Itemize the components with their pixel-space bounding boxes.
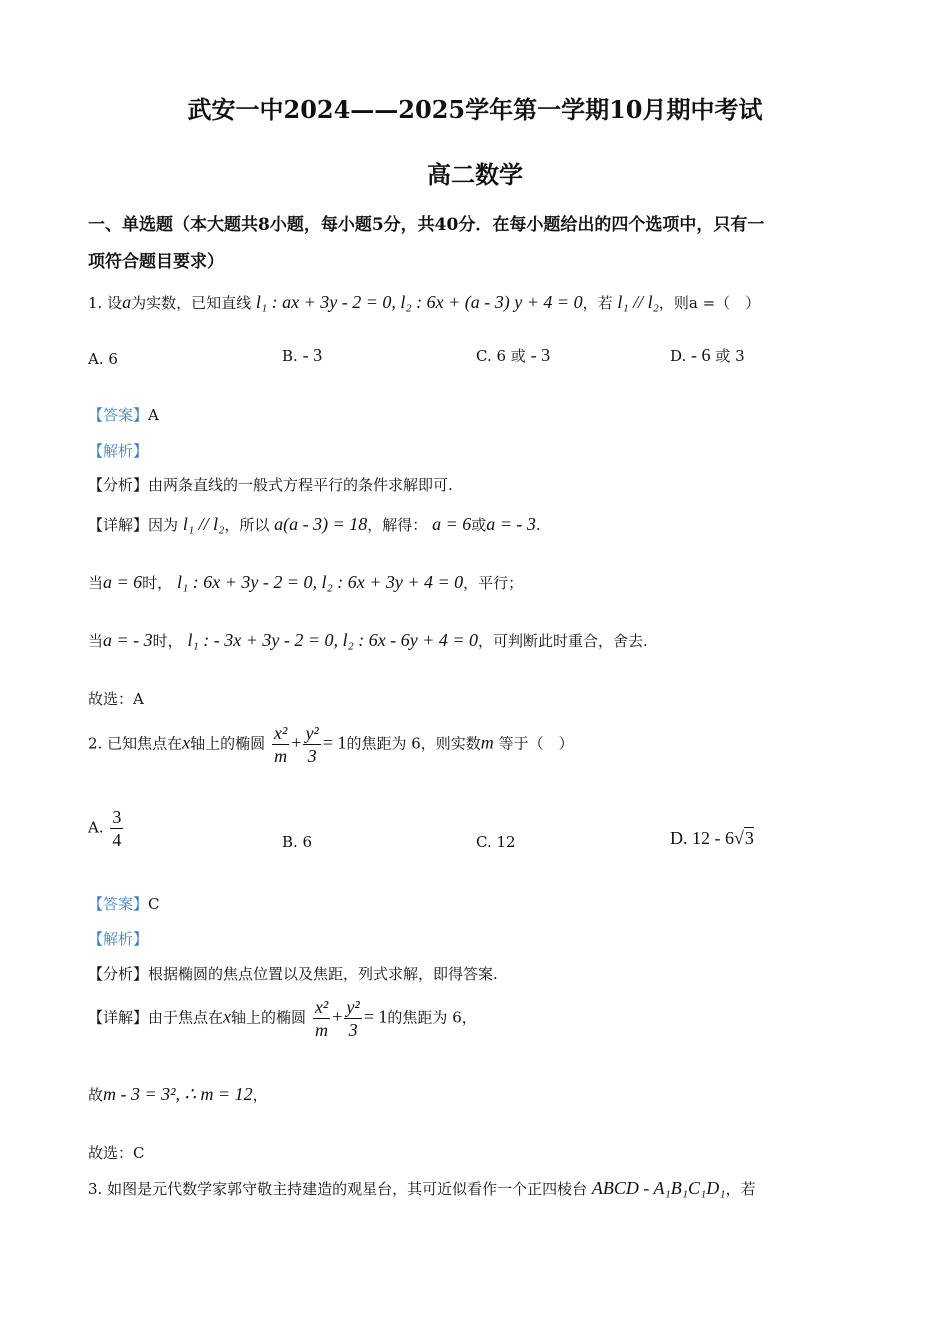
q1-detail: 【详解】因为 l₁ // l₂，所以 a(a - 3) = 18，解得： a = 6或a = - 3. <box>88 514 541 534</box>
q1-lines-equation: l₁ : ax + 3y - 2 = 0, l₂ : 6x + (a - 3) y + 4 = 0 <box>255 292 583 312</box>
exam-title: 武安一中2024——2025学年第一学期10月期中考试 <box>187 95 763 124</box>
q1-fenxi: 【分析】由两条直线的一般式方程平行的条件求解即可. <box>88 476 453 494</box>
q2-analysis-tag: 【解析】 <box>88 930 149 948</box>
q1-answer: 【答案】A <box>88 406 159 424</box>
q1-option-d: D. - 6 或 3 <box>670 345 745 365</box>
q1-choose: 故选：A <box>88 690 144 708</box>
q1-case1: 当a = 6时， l₁ : 6x + 3y - 2 = 0, l₂ : 6x + 3y + 4 = 0，平行； <box>88 572 524 592</box>
q1-prefix: 1. 设 <box>88 294 123 312</box>
section-heading-line1: 一、单选题（本大题共8小题，每小题5分，共40分．在每小题给出的四个选项中，只有一 <box>88 215 765 235</box>
section-heading-line2: 项符合题目要求） <box>88 252 224 272</box>
q1-mid: 为实数，已知直线 <box>131 294 252 312</box>
q2-option-a: A. $\frac{3}{4}$ <box>88 807 122 850</box>
q1-case2: 当a = - 3时， l₁ : - 3x + 3y - 2 = 0, l₂ : 6x - 6y + 4 = 0，可判断此时重合，舍去. <box>88 630 648 650</box>
q1-ask: a =（ ） <box>688 294 761 312</box>
q2-answer: 【答案】C <box>88 895 160 913</box>
q1-option-b: B. - 3 <box>282 345 323 365</box>
exam-subtitle: 高二数学 <box>427 160 523 189</box>
q1-var-a: a <box>122 292 132 312</box>
q2-choose: 故选：C <box>88 1144 145 1162</box>
q3-stem: 3. 如图是元代数学家郭守敬主持建造的观星台，其可近似看作一个正四棱台 ABCD - A₁B₁C₁D₁，若 <box>88 1178 756 1198</box>
q2-option-d: D. 12 - 6√3 <box>670 828 754 848</box>
q1-stem <box>88 292 760 313</box>
q2-stem: 2. 已知焦点在x轴上的椭圆 $\frac{\text{x²}}{m}$ + $\frac{\text{y²}}{3}$ = 1的焦距为 6，则实数m 等于（ ） <box>88 723 574 766</box>
q1-if: ，若 <box>582 294 613 312</box>
q1-then: ，则 <box>658 294 689 312</box>
q2-option-c: C. 12 <box>476 833 516 851</box>
q1-analysis-tag: 【解析】 <box>88 442 149 460</box>
q1-option-c: C. 6 或 - 3 <box>476 345 551 365</box>
q2-detail: 【详解】由于焦点在x轴上的椭圆 $\frac{\text{x²}}{m}$ + $\frac{\text{y²}}{3}$ = 1的焦距为 6， <box>88 997 477 1040</box>
q2-gu: 故m - 3 = 3², ∴ m = 12， <box>88 1084 268 1104</box>
q2-fenxi: 【分析】根据椭圆的焦点位置以及焦距，列式求解，即得答案. <box>88 965 498 983</box>
q1-parallel: l₁ // l₂ <box>617 292 659 312</box>
q1-option-a: A. 6 <box>88 350 118 368</box>
q2-option-b: B. 6 <box>282 833 313 851</box>
